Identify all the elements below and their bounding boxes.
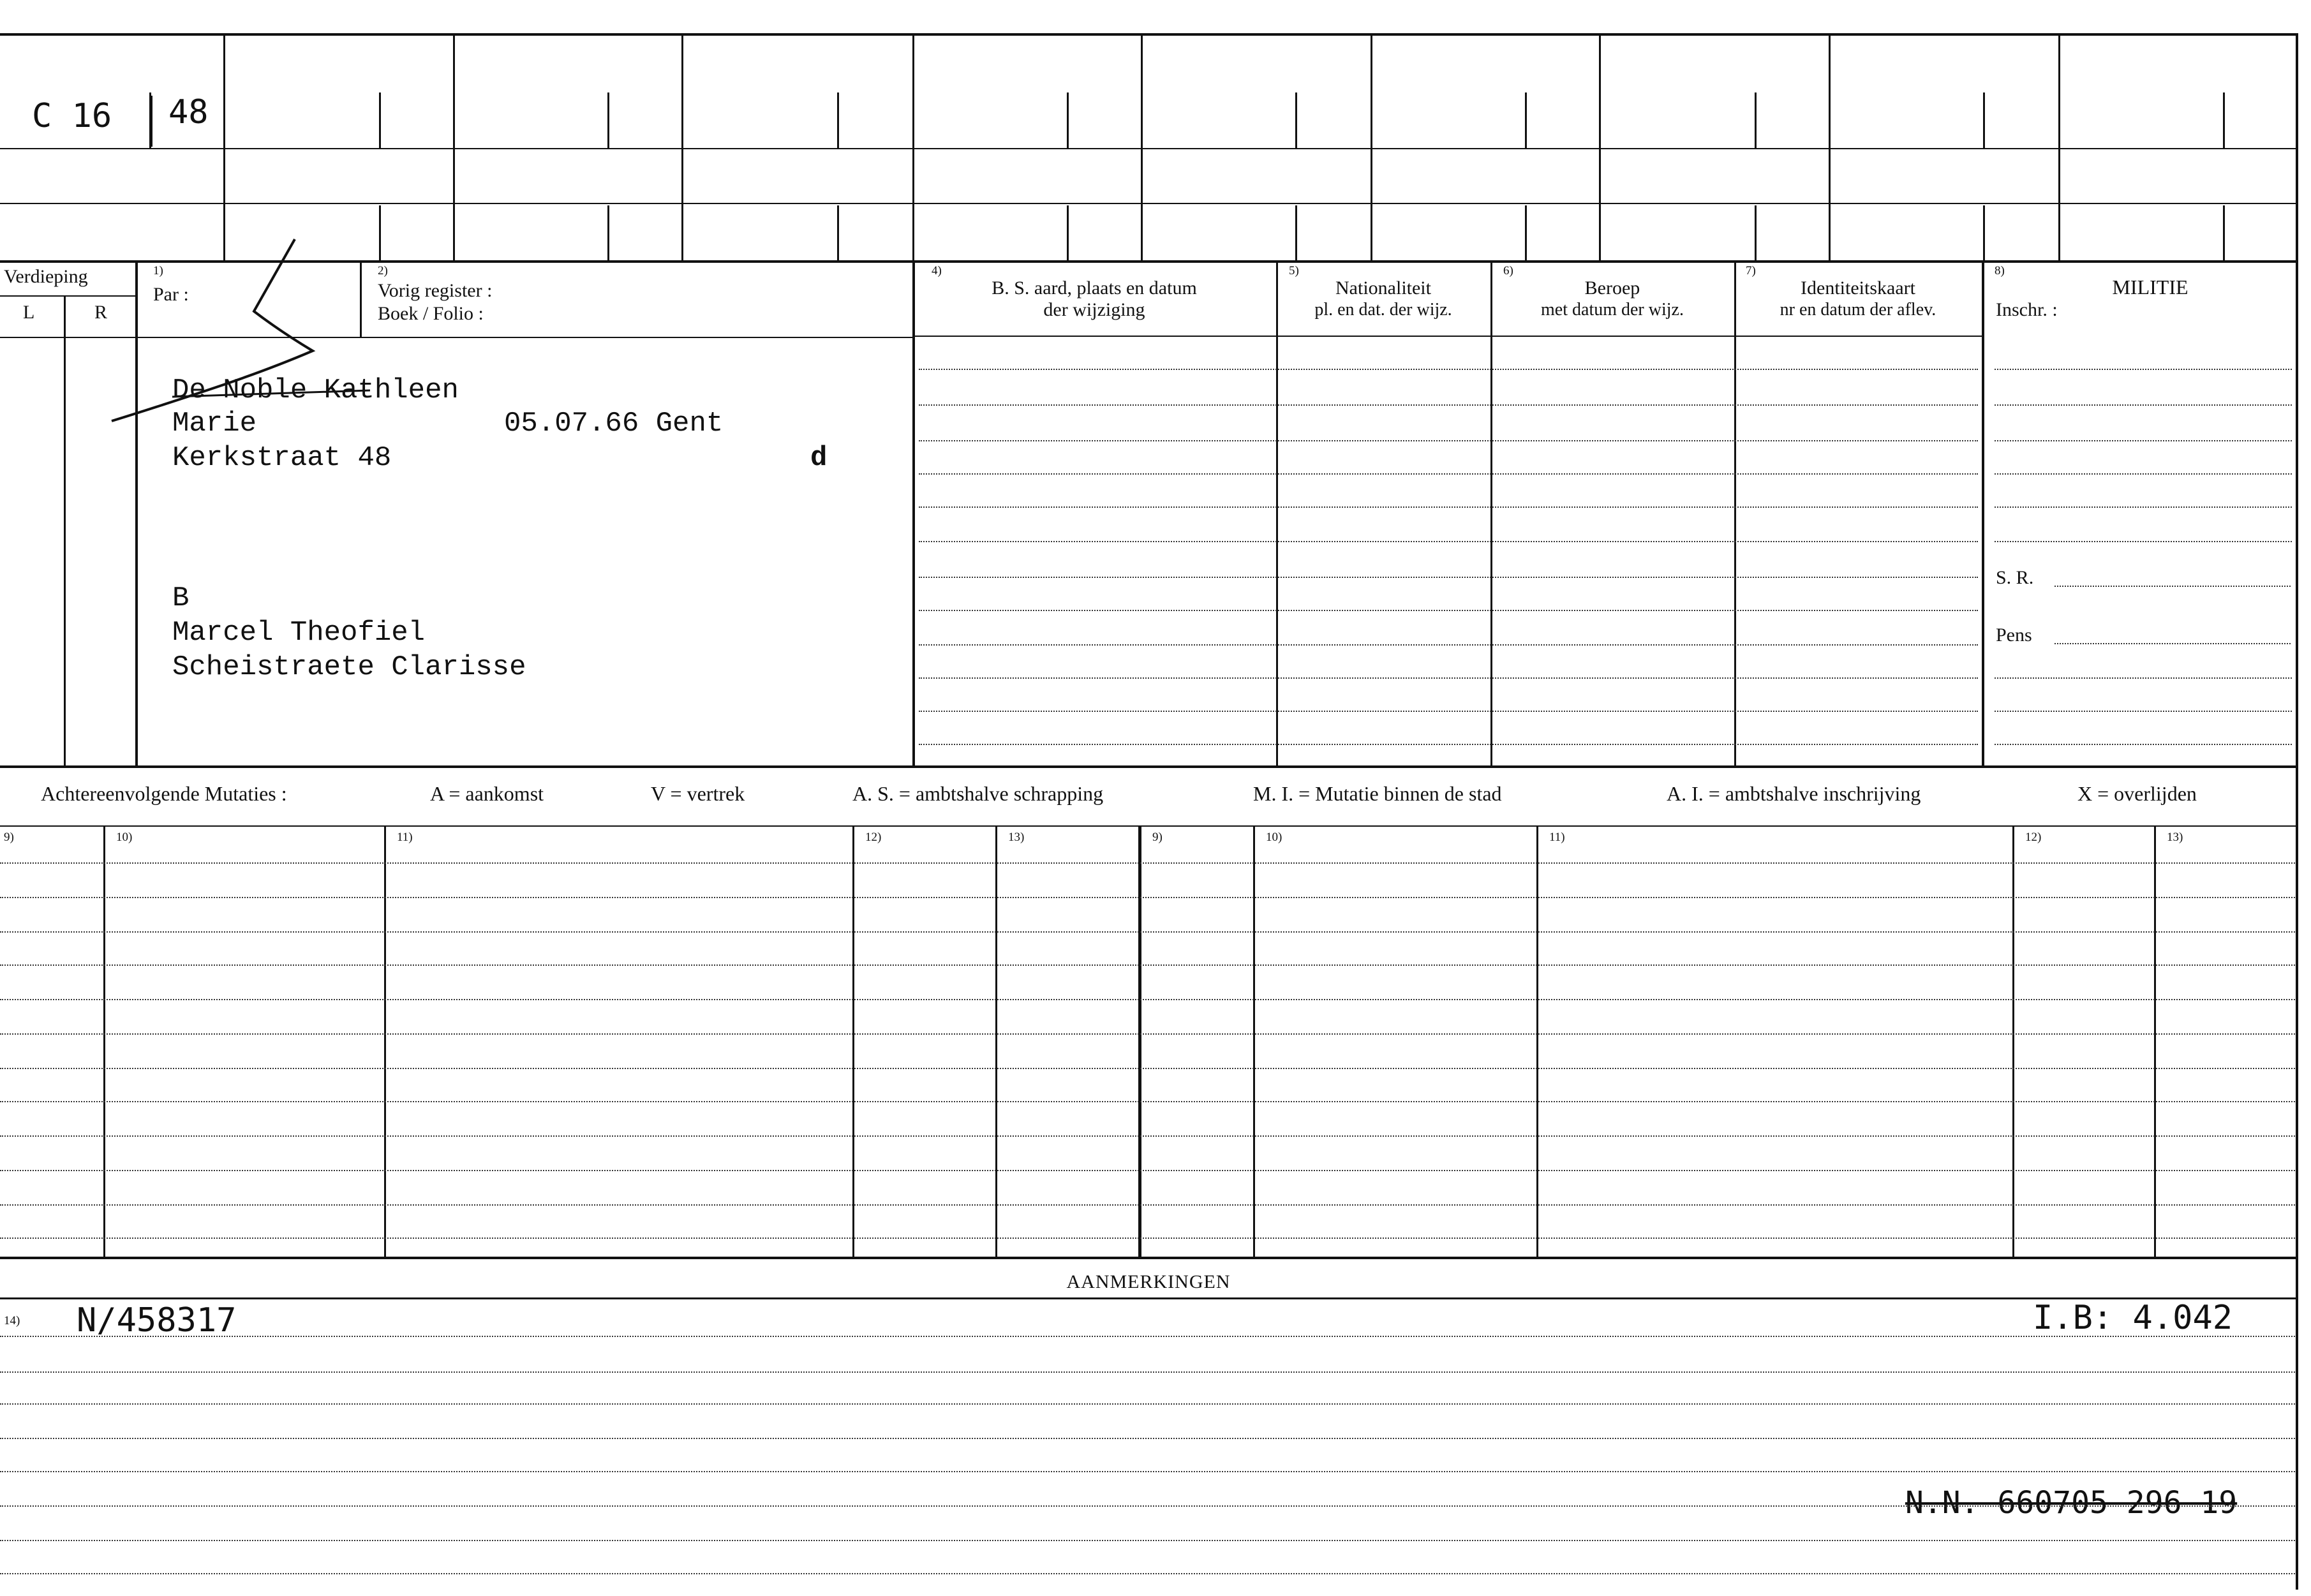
par-label: Par :: [153, 284, 189, 305]
vorig-register-label: Vorig register :: [378, 280, 493, 301]
sex-marker: d: [810, 442, 828, 474]
birth-date-place: 05.07.66 Gent: [504, 408, 724, 440]
remarks-title: AANMERKINGEN: [1066, 1271, 1231, 1292]
col10-number: 10): [116, 831, 133, 844]
col9-number-right: 9): [1152, 831, 1163, 844]
legend-arrival: A = aankomst: [430, 782, 544, 805]
remarks-reference: N/458317: [77, 1301, 237, 1340]
parent-mother: Scheistraete Clarisse: [172, 651, 526, 683]
sr-field-line: [2055, 586, 2291, 587]
address: Kerkstraat 48: [172, 442, 392, 474]
mutations-title: Achtereenvolgende Mutaties :: [41, 782, 287, 805]
col13-number-right: 13): [2167, 831, 2183, 844]
columns-header-divider: [912, 336, 1982, 337]
legend-internal-move: M. I. = Mutatie binnen de stad: [1253, 782, 1502, 805]
floor-right-label: R: [94, 302, 108, 323]
mutations-table-top: [0, 825, 2297, 827]
col12-number-right: 12): [2025, 831, 2042, 844]
militie-column-border: [1982, 260, 1984, 765]
legend-death: X = overlijden: [2077, 782, 2197, 805]
legend-departure: V = vertrek: [651, 782, 745, 805]
legend-official-removal: A. S. = ambtshalve schrapping: [852, 782, 1104, 805]
bs-number: 4): [932, 264, 942, 277]
verdieping-label: Verdieping: [4, 266, 88, 287]
pens-label: Pens: [1996, 624, 2032, 646]
mutation-column-border: [1253, 825, 1255, 1257]
person-second-name: Marie: [172, 408, 257, 440]
id-number: 7): [1746, 264, 1756, 277]
mutation-column-border: [103, 825, 105, 1257]
col13-number: 13): [1008, 831, 1025, 844]
mutation-column-border: [1536, 825, 1538, 1257]
block-code: C 16: [32, 97, 112, 135]
remarks-header-divider: [0, 1297, 2297, 1299]
mutations-table-bottom: [0, 1257, 2297, 1259]
id-header-line1: Identiteitskaart: [1801, 277, 1915, 299]
col9-number: 9): [4, 831, 14, 844]
beroep-header-line2: met datum der wijz.: [1541, 300, 1684, 320]
mutation-column-border: [2154, 825, 2156, 1257]
inschr-label: Inschr. :: [1996, 299, 2058, 320]
house-number: 48: [168, 93, 209, 131]
vorig-number: 2): [378, 264, 388, 277]
nat-number: 5): [1289, 264, 1299, 277]
sr-label: S. R.: [1996, 567, 2034, 588]
col10-number-right: 10): [1266, 831, 1282, 844]
par-number: 1): [153, 264, 163, 277]
bs-header-line2: der wijziging: [1043, 299, 1145, 320]
mutation-column-border: [384, 825, 386, 1257]
remarks-nn-number: N.N. 660705 296 19: [1905, 1485, 2238, 1521]
nat-header-line1: Nationaliteit: [1335, 277, 1431, 299]
right-card-border: [2296, 33, 2298, 1590]
remarks-number: 14): [4, 1314, 20, 1327]
beroep-number: 6): [1503, 264, 1513, 277]
col11-number: 11): [397, 831, 413, 844]
boek-folio-label: Boek / Folio :: [378, 303, 484, 324]
col11-number-right: 11): [1549, 831, 1565, 844]
mutation-column-border: [852, 825, 854, 1257]
mutation-column-border: [995, 825, 997, 1257]
remarks-ib-number: I.B: 4.042: [2033, 1299, 2233, 1337]
militie-header: MILITIE: [2112, 276, 2188, 299]
mutation-column-border: [2012, 825, 2014, 1257]
person-name: De Noble Kathleen: [172, 374, 459, 406]
civil-status: B: [172, 582, 189, 614]
nat-header-line2: pl. en dat. der wijz.: [1314, 300, 1452, 320]
mutation-table-split: [1138, 825, 1141, 1257]
bs-header-line1: B. S. aard, plaats en datum: [992, 277, 1197, 299]
beroep-header-line1: Beroep: [1584, 277, 1640, 299]
pens-field-line: [2055, 643, 2291, 644]
floor-left-label: L: [23, 302, 35, 323]
parent-father: Marcel Theofiel: [172, 617, 426, 649]
id-header-line2: nr en datum der aflev.: [1780, 300, 1936, 320]
col12-number: 12): [865, 831, 882, 844]
militie-number: 8): [1995, 264, 2005, 277]
legend-official-registration: A. I. = ambtshalve inschrijving: [1667, 782, 1921, 805]
